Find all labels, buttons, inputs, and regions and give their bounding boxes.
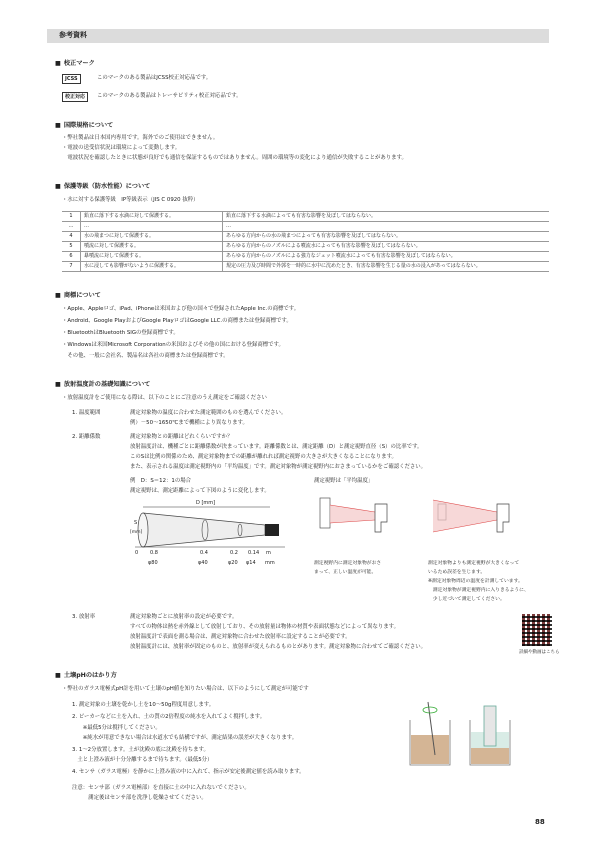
diagram-caption: 測定視野は、測定距離によって下図のように変化します。 xyxy=(130,488,270,494)
text-line: ・水に対する保護等級 IP等級表示（JIS C 0920 抜粋） xyxy=(62,197,199,203)
table-row: … … … xyxy=(62,222,549,232)
bad-text: 測定対象物よりも測定視野が大きくなって xyxy=(428,561,520,566)
step-line: 2. ビーカーなどに土を入れ、土の質の2倍程度の純水を入れてよく撹拌します。 xyxy=(72,714,266,720)
page-header xyxy=(47,29,549,43)
page-title: 参考資料 xyxy=(59,31,87,39)
diagram-caption: 例 D：S＝12：1の場合 xyxy=(130,478,191,484)
step-line: 4. センサ（ガラス電極）を静かに上澄み液の中に入れて、指示が安定後測定値を読み取ります。 xyxy=(72,769,305,775)
text-line: 放射温度計は、機種ごとに距離係数が決まっています。距離係数とは、測定距離（D）と測定視野直径（S）の比率です。 xyxy=(130,444,423,450)
s-tick: φ80 xyxy=(148,560,158,566)
s-tick: φ40 xyxy=(198,560,208,566)
step-line: 1. 測定対象の土壌を乾かし土を10～50g程度用意します。 xyxy=(72,702,215,708)
text-line: ・弊社製品は日本国内専用です。海外でのご使用はできません。 xyxy=(62,135,219,141)
d-tick: m xyxy=(266,550,271,556)
text-line: ・Windowsは米国Microsoft Corporationの米国およびその他の国における登録商標です。 xyxy=(62,342,284,348)
good-text: まって、正しい温度が可能。 xyxy=(314,570,377,575)
s-label: S xyxy=(134,520,138,526)
text-line: また、表示される温度は測定視野内の「平均温度」です。測定対象物が測定視野内におさまっているかをご確認ください。 xyxy=(130,464,427,470)
section-title: ■ 国際規格について xyxy=(55,122,113,130)
text-line: ・放射温度計をご使用になる際は、以下のことにご注意のうえ測定をご確認ください xyxy=(62,395,267,401)
table-row: 5 噴流に対して保護する。 あらゆる方向からのノズルによる噴流水によっても有害な影響を及ぼしてはならない。 xyxy=(62,242,549,252)
calibration-mark: 校正対応 xyxy=(62,92,88,102)
section-title: ■ 土壌pHのはかり方 xyxy=(55,672,117,680)
text-line: ・Apple、Appleロゴ、iPad、iPhoneは米国および他の国々で登録されたApple Inc.の商標です。 xyxy=(62,306,300,312)
item-label: 2. 距離係数 xyxy=(72,434,101,440)
section-title: ■ 放射温度計の基礎知識について xyxy=(55,381,150,389)
text-line: 電波状況を確認したときに状態が良好でも通信を保証するものではありません。周囲の環境等の変化により通信が失敗することがあります。 xyxy=(62,155,407,161)
diagram-title: 測定視野は「平均温度」 xyxy=(314,478,374,484)
ip-rating-table xyxy=(62,211,549,272)
d-tick: 0.14 xyxy=(248,550,260,556)
section-title: ■ 校正マーク xyxy=(55,60,95,68)
bad-text: いるため誤差を生じます。 xyxy=(428,570,486,575)
text-line: 例）－50～1650℃まで機種により異なります。 xyxy=(130,420,248,426)
beaker-illustration xyxy=(400,700,530,772)
text-line: ・電波の送受信状況は環境によって変動します。 xyxy=(62,145,181,151)
step-line: 3. 1～2分放置します。土が沈殿の底に沈殿を待ちます。 xyxy=(72,747,209,753)
d-tick: 0.8 xyxy=(150,550,158,556)
text-line: ・BluetoothはBluetooth SIGの登録商標です。 xyxy=(62,330,179,336)
step-line: ※純水が用意できない場合は水道水でも結構ですが、測定結果の誤差が大きくなります。 xyxy=(72,735,298,741)
text-line: その他、一般に会社名、製品名は各社の商標または登録商標です。 xyxy=(62,353,229,359)
s-tick: φ20 xyxy=(228,560,238,566)
good-text: 測定視野内に測定対象物がおさ xyxy=(314,561,382,566)
text-line: ・Android、Google PlayおよびGoogle PlayロゴはGoogle LLC.の商標または登録商標です。 xyxy=(62,318,292,324)
s-tick: φ14 xyxy=(246,560,256,566)
step-line: 土と上澄み液が十分分離するまで待ちます。（最低5分） xyxy=(72,757,213,763)
note-line: 注意：センサ部（ガラス電極部）を直接に土の中に入れないでください。 xyxy=(72,785,250,791)
bad-text: ※測定対象物周辺の温度を計測しています。 xyxy=(428,579,523,584)
step-line: ※最低5分は撹拌してください。 xyxy=(72,725,161,731)
measurement-illustration xyxy=(315,490,555,550)
item-label: 3. 放射率 xyxy=(72,614,96,620)
item-label: 1. 温度範囲 xyxy=(72,410,101,416)
bad-text: 少し近づいて測定してください。 xyxy=(428,597,505,602)
d-label: D [mm] xyxy=(196,500,216,506)
text-line: 測定対象物の温度に合わせた測定範囲のものを選んでください。 xyxy=(130,410,287,416)
table-row: 6 暴噴流に対して保護する。 あらゆる方向からのノズルによる強力なジェット噴流水によっても有害な影響を及ぼしてはならない。 xyxy=(62,252,549,262)
table-row: 4 水の飛まつに対して保護する。 あらゆる方向からの水の飛まつによっても有害な影響を及ぼしてはならない。 xyxy=(62,232,549,242)
text-line: 測定対象物ごとに放射率の設定が必要です。 xyxy=(130,614,238,620)
page-number: 88 xyxy=(535,818,545,826)
qr-caption: 詳細や動画はこちら xyxy=(519,650,560,655)
table-row: 7 水に浸しても影響がないように保護する。 規定の圧力及び時間で外郭を一時的に水中に沈めたとき、有害な影響を生じる量の水の浸入があってはならない。 xyxy=(62,262,549,272)
s-unit: [mm] xyxy=(130,530,143,535)
text-line: 放射温度計には、放射率が固定のものと、放射率が変えられるものとがあります。測定対象物に合わせてご確認ください。 xyxy=(130,644,427,650)
s-tick: mm xyxy=(265,560,275,566)
d-tick: 0.2 xyxy=(230,550,238,556)
mark-desc: このマークのある製品はJCSS校正対応品です。 xyxy=(97,75,212,81)
table-row: 1 鉛直に落下する水滴に対して保護する。 鉛直に落下する水滴によっても有害な影響を及ぼしてはならない。 xyxy=(62,212,549,222)
section-title: ■ 保護等級（防水性能）について xyxy=(55,183,150,191)
jcss-mark: JCSS xyxy=(62,74,81,84)
text-line: 測定対象物との距離はどれくらいですか？ xyxy=(130,434,233,440)
section-title: ■ 商標について xyxy=(55,292,101,300)
d-tick: 0 xyxy=(135,550,139,556)
qr-code[interactable] xyxy=(522,614,552,646)
d-tick: 0.4 xyxy=(200,550,208,556)
mark-desc: このマークのある製品はトレーサビリティ校正対応品です。 xyxy=(97,93,242,99)
note-line: 測定後はセンサ部を洗浄し乾燥させてください。 xyxy=(72,795,207,801)
bad-text: 測定対象物が測定視野内に入りきるように、 xyxy=(428,588,529,593)
text-line: ・弊社のガラス電極式pH計を用いて土壌のpH値を知りたい場合は、以下のようにして測定が可能です xyxy=(62,686,309,692)
text-line: このSは比例の関係のため、測定対象物までの距離が離れれば測定視野の大きさが大きくなることになります。 xyxy=(130,454,397,460)
text-line: 放射温度計で表面を測る場合は、測定対象物に合わせた放射率に設定することが必要です。 xyxy=(130,634,351,640)
text-line: すべての物体は熱を赤外線として放射しており、その放射量は物体の材質や表面状態などによって異なります。 xyxy=(130,624,399,630)
